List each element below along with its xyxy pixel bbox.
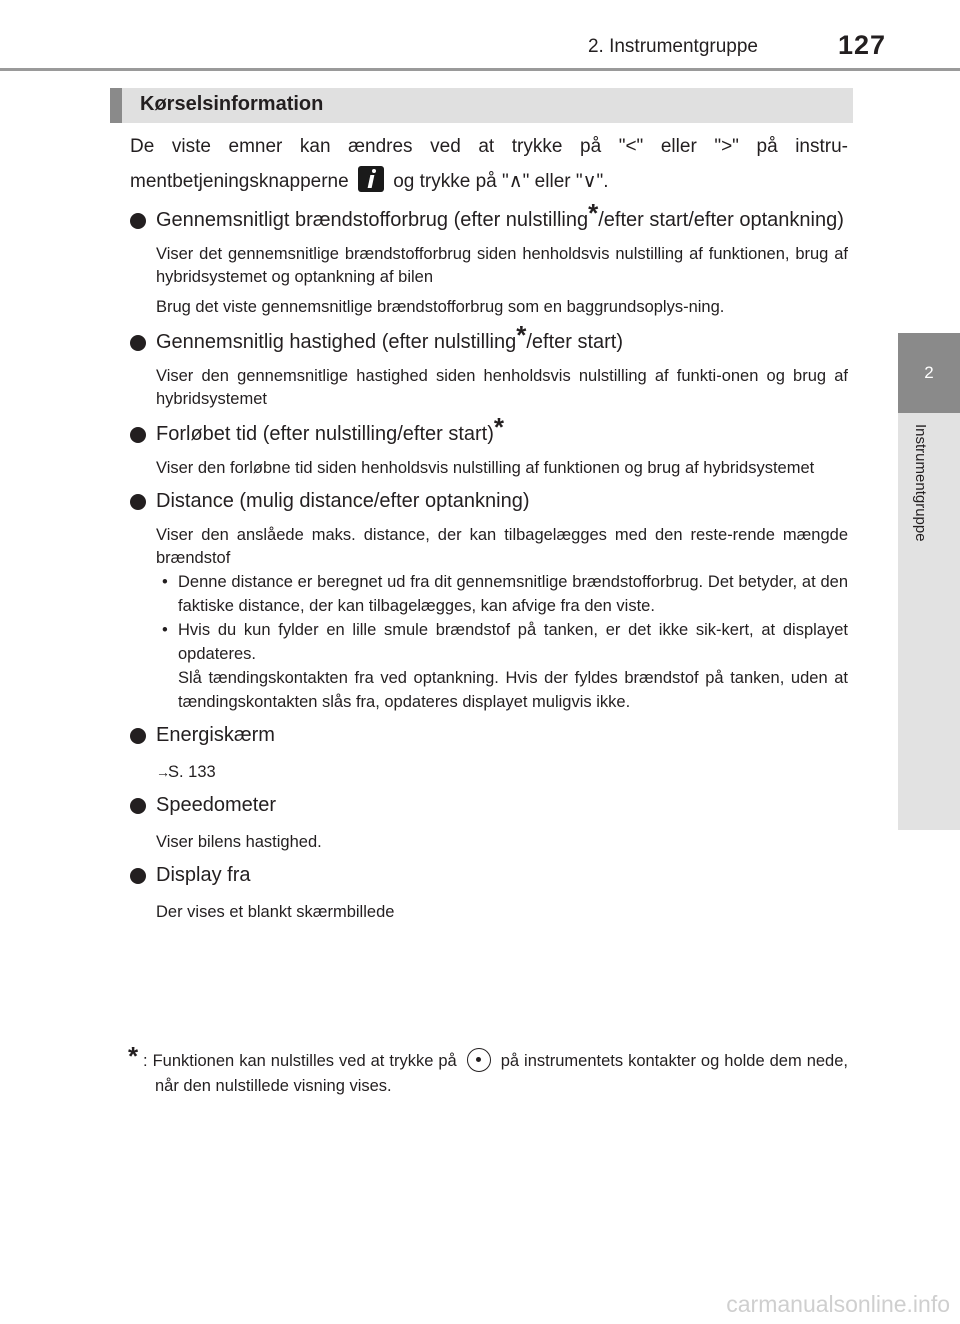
arrow-icon: →	[156, 764, 168, 780]
item-title: Speedometer	[156, 794, 277, 816]
asterisk-mark: *	[493, 412, 505, 442]
bullet-icon	[130, 213, 146, 229]
sub-bullet-mark: •	[162, 621, 168, 639]
item-desc: Brug det viste gennemsnitlige brændstofforbrug som en baggrundsoplys-ning.	[156, 298, 725, 316]
item-desc: Viser den gennemsnitlige hastighed siden henholdsvis nulstilling af funkti-onen og brug af hybridsystemet	[156, 367, 848, 408]
intro-paragraph	[130, 129, 848, 199]
page-number: 127	[837, 30, 886, 60]
side-tab-number: 2	[898, 333, 960, 413]
bullet-icon	[130, 798, 146, 814]
bullet-icon	[130, 868, 146, 884]
item-title: Energiskærm	[156, 724, 275, 746]
bullet-icon	[130, 335, 146, 351]
item-energy-screen	[130, 720, 848, 784]
item-title: Distance (mulig distance/efter optankning)	[156, 490, 530, 512]
item-title: Gennemsnitligt brændstofforbrug (efter nulstilling*/efter start/efter optankning)	[156, 198, 844, 231]
item-display-off	[130, 860, 848, 924]
item-desc: Viser den forløbne tid siden henholdsvis nulstilling af funktionen og brug af hybridsystemet	[156, 459, 815, 477]
intro-text-1: De viste emner kan ændres ved at trykke på "<" eller ">" på instru-mentbetjeningsknapperne	[130, 136, 848, 192]
page-reference-link[interactable]: S. 133	[168, 763, 216, 781]
item-title: Display fra	[156, 864, 251, 886]
item-speedometer	[130, 790, 848, 854]
watermark: carmanualsonline.info	[726, 1291, 950, 1317]
header-rule	[0, 68, 960, 71]
item-desc: Viser den anslåede maks. distance, der kan tilbagelægges med den reste-rende mængde brændstof	[156, 526, 848, 567]
item-desc: Der vises et blankt skærmbillede	[156, 903, 395, 921]
footnote-text: : Funktionen kan nulstilles ved at trykke på på instrumentets kontakter og holde dem nede, når den nulstillede visning vises.	[128, 1048, 848, 1099]
select-button-icon	[467, 1048, 491, 1072]
item-ref	[156, 761, 848, 784]
footnote-asterisk: *	[128, 1041, 139, 1071]
bullet-icon	[130, 728, 146, 744]
item-title: Gennemsnitlig hastighed (efter nulstilling*/efter start)	[156, 320, 624, 353]
asterisk-mark: *	[588, 198, 599, 228]
footnote	[128, 1041, 848, 1099]
item-desc: Viser det gennemsnitlige brændstofforbrug siden henholdsvis nulstilling af funktionen, brug af hybridsystemet og optankning af bilen	[156, 245, 848, 286]
item-title: Forløbet tid (efter nulstilling/efter start)*	[156, 412, 505, 445]
sub-bullet-item: • Hvis du kun fylder en lille smule brændstof på tanken, er det ikke sik-kert, at displayet opdateres. Slå tændingskontakten fra ved optankning. Hvis der fyldes brændstof på tanken, uden at tændingskontakten slås fra, opdateres displayet muligvis ikke.	[156, 618, 848, 714]
asterisk-mark: *	[516, 320, 527, 350]
bullet-icon	[130, 427, 146, 443]
section-title: Kørselsinformation	[140, 93, 324, 115]
item-elapsed-time	[130, 412, 848, 480]
item-distance	[130, 486, 848, 714]
side-tab-label: Instrumentgruppe	[912, 424, 929, 542]
side-tab-body	[898, 413, 960, 830]
info-button-icon	[358, 166, 384, 192]
section-header	[110, 88, 853, 123]
bullet-icon	[130, 494, 146, 510]
item-desc: Viser bilens hastighed.	[156, 833, 322, 851]
sub-bullet-item: • Denne distance er beregnet ud fra dit gennemsnitlige brændstofforbrug. Det betyder, at den faktiske distance, der kan tilbagelægges, kan afvige fra den viste.	[156, 570, 848, 618]
intro-text-2: og trykke på "∧" eller "∨".	[393, 171, 609, 192]
content	[130, 129, 848, 924]
item-avg-speed	[130, 320, 848, 411]
item-avg-fuel	[130, 198, 848, 319]
sub-bullet-mark: •	[162, 573, 168, 591]
header-chapter: 2. Instrumentgruppe	[587, 36, 758, 57]
